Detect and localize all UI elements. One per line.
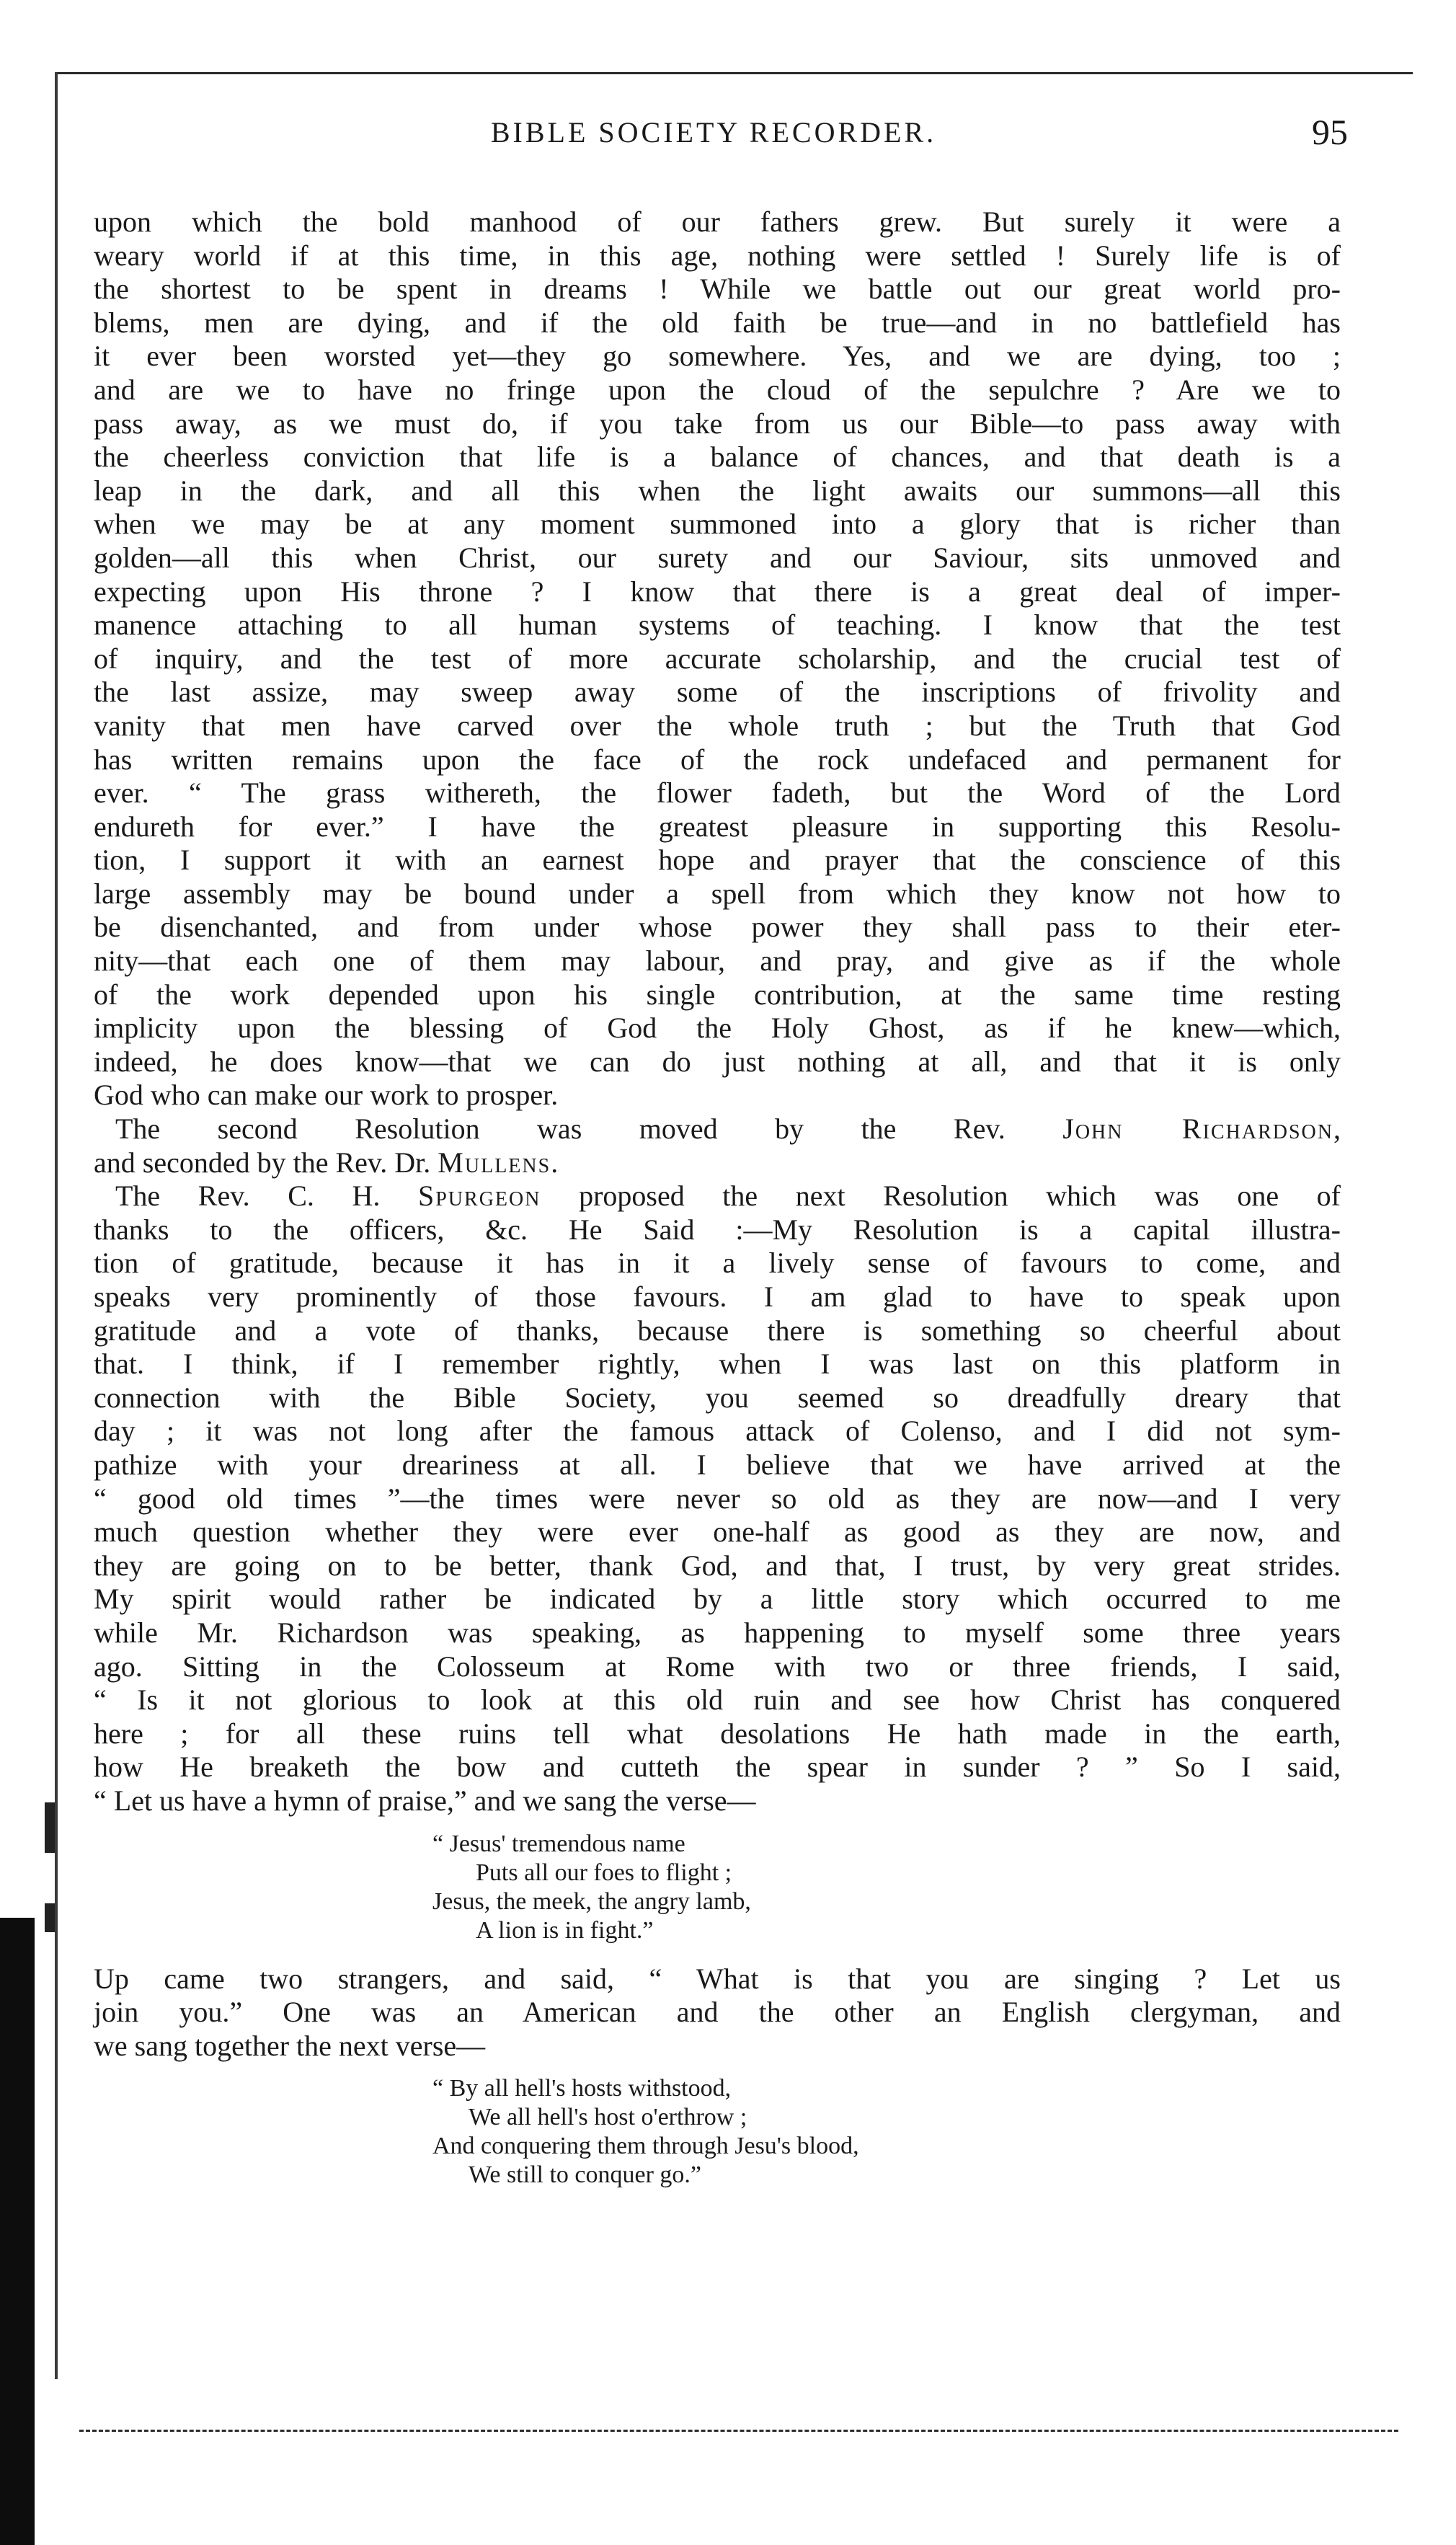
text-line: implicity upon the blessing of God the Holy Ghost, as if he knew—which,	[94, 1012, 1341, 1045]
paragraph	[94, 205, 1341, 1112]
text-run: and seconded by the Rev. Dr.	[94, 1146, 438, 1179]
text-line: “ Let us have a hymn of praise,” and we sang the verse—	[94, 1784, 756, 1817]
text-line: tion, I support it with an earnest hope and prayer that the conscience of this	[94, 844, 1341, 877]
text-line: the shortest to be spent in dreams ! While we battle out our great world pro-	[94, 273, 1341, 306]
body-text	[94, 205, 1341, 2207]
text-line: blems, men are dying, and if the old faith be true—and in no battlefield has	[94, 306, 1341, 339]
text-line: ever. “ The grass withereth, the flower fadeth, but the Word of the Lord	[94, 776, 1341, 810]
paragraph	[94, 1179, 1341, 1818]
running-head: BIBLE SOCIETY RECORDER.	[490, 116, 937, 149]
text-line: upon which the bold manhood of our fathers grew. But surely it were a	[94, 205, 1341, 238]
page-header	[79, 112, 1348, 166]
text-line: nity—that each one of them may labour, and pray, and give as if the whole	[94, 944, 1341, 978]
verse-line: We still to conquer go.”	[469, 2161, 702, 2189]
text-line: here ; for all these ruins tell what desolations He hath made in the earth,	[94, 1717, 1341, 1750]
text-line: My spirit would rather be indicated by a little story which occurred to me	[94, 1583, 1341, 1616]
text-line	[94, 1146, 1341, 1180]
left-border	[55, 72, 58, 2379]
text-line: the cheerless conviction that life is a balance of chances, and that death is a	[94, 441, 1341, 474]
text-line: we sang together the next verse—	[94, 2029, 486, 2062]
verse-line: “ By all hell's hosts withstood,	[432, 2075, 732, 2102]
person-name: Mullens	[438, 1146, 551, 1179]
text-line	[94, 1112, 1341, 1146]
text-line: pathize with your dreariness at all. I believe that we have arrived at the	[94, 1448, 1341, 1481]
text-line: of inquiry, and the test of more accurate scholarship, and the crucial test of	[94, 642, 1341, 675]
text-line: large assembly may be bound under a spell from which they know not how to	[94, 877, 1341, 910]
text-line: vanity that men have carved over the whole truth ; but the Truth that God	[94, 709, 1341, 742]
verse-line: And conquering them through Jesu's blood,	[432, 2133, 859, 2160]
text-line: while Mr. Richardson was speaking, as happening to myself some three years	[94, 1616, 1341, 1649]
text-line: “ good old times ”—the times were never so old as they are now—and I very	[94, 1482, 1341, 1515]
text-line: “ Is it not glorious to look at this old ruin and see how Christ has conquered	[94, 1683, 1341, 1717]
verse-line: We all hell's host o'erthrow ;	[469, 2104, 747, 2131]
text-line: golden—all this when Christ, our surety and our Saviour, sits unmoved and	[94, 541, 1341, 574]
paragraph	[94, 1962, 1341, 2063]
text-line: indeed, he does know—that we can do just nothing at all, and that it is only	[94, 1045, 1341, 1078]
text-line: God who can make our work to prosper.	[94, 1079, 559, 1112]
text-run: The Rev. C. H.	[115, 1179, 418, 1213]
text-line: has written remains upon the face of the rock undefaced and permanent for	[94, 743, 1341, 776]
margin-mark	[45, 1903, 55, 1932]
text-line: Up came two strangers, and said, “ What is that you are singing ? Let us	[94, 1962, 1341, 1995]
text-line: pass away, as we must do, if you take from us our Bible—to pass away with	[94, 407, 1341, 440]
text-line	[94, 1179, 1341, 1213]
verse-line: “ Jesus' tremendous name	[432, 1830, 685, 1857]
text-line: tion of gratitude, because it has in it a lively sense of favours to come, and	[94, 1247, 1341, 1280]
text-line: endureth for ever.” I have the greatest pleasure in supporting this Resolu-	[94, 810, 1341, 843]
paragraph	[94, 1112, 1341, 1179]
text-line: day ; it was not long after the famous attack of Colenso, and I did not sym-	[94, 1415, 1341, 1448]
text-line: how He breaketh the bow and cutteth the spear in sunder ? ” So I said,	[94, 1750, 1341, 1784]
text-line: thanks to the officers, &c. He Said :—My Resolution is a capital illustra-	[94, 1213, 1341, 1246]
verse-line: Puts all our foes to flight ;	[476, 1859, 732, 1886]
person-name: Spurgeon	[417, 1179, 541, 1213]
verse-line: Jesus, the meek, the angry lamb,	[432, 1887, 751, 1915]
paragraph-continuation	[94, 1213, 1341, 1818]
text-line: manence attaching to all human systems of teaching. I know that the test	[94, 608, 1341, 642]
text-line: leap in the dark, and all this when the light awaits our summons—all this	[94, 474, 1341, 507]
text-line: and are we to have no fringe upon the cloud of the sepulchre ? Are we to	[94, 373, 1341, 406]
text-line: that. I think, if I remember rightly, when I was last on this platform in	[94, 1347, 1341, 1381]
hymn-verse	[94, 1830, 1341, 1945]
text-line: it ever been worsted yet—they go somewhere. Yes, and we are dying, too ;	[94, 340, 1341, 373]
text-line: they are going on to be better, thank God, and that, I trust, by very great strides.	[94, 1549, 1341, 1582]
text-line: connection with the Bible Society, you seemed so dreadfully dreary that	[94, 1381, 1341, 1414]
text-line: expecting upon His throne ? I know that there is a great deal of imper-	[94, 575, 1341, 608]
top-rule	[58, 72, 1413, 74]
text-run: The second Resolution was moved by the Rev.	[115, 1112, 1063, 1146]
text-line: speaks very prominently of those favours. I am glad to have to speak upon	[94, 1280, 1341, 1313]
hymn-verse	[94, 2074, 1341, 2190]
text-line: weary world if at this time, in this age, nothing were settled ! Surely life is of	[94, 239, 1341, 272]
text-line: join you.” One was an American and the other an English clergyman, and	[94, 1996, 1341, 2029]
text-line: when we may be at any moment summoned into a glory that is richer than	[94, 508, 1341, 541]
page-number: 95	[1312, 112, 1348, 152]
text-run: ,	[1333, 1112, 1341, 1146]
person-name: John Richardson	[1062, 1112, 1333, 1146]
text-line: the last assize, may sweep away some of the inscriptions of frivolity and	[94, 676, 1341, 709]
margin-mark	[45, 1802, 55, 1853]
text-run: .	[551, 1146, 559, 1179]
text-line: gratitude and a vote of thanks, because there is something so cheerful about	[94, 1314, 1341, 1347]
text-line: of the work depended upon his single contribution, at the same time resting	[94, 978, 1341, 1011]
text-line: ago. Sitting in the Colosseum at Rome with two or three friends, I said,	[94, 1650, 1341, 1683]
text-run: proposed the next Resolution which was one of	[541, 1179, 1341, 1213]
bottom-rule	[79, 2430, 1398, 2432]
text-line: be disenchanted, and from under whose power they shall pass to their eter-	[94, 911, 1341, 944]
binding-shadow	[0, 1918, 35, 2545]
verse-line: A lion is in fight.”	[476, 1916, 654, 1944]
text-line: much question whether they were ever one-half as good as they are now, and	[94, 1515, 1341, 1549]
